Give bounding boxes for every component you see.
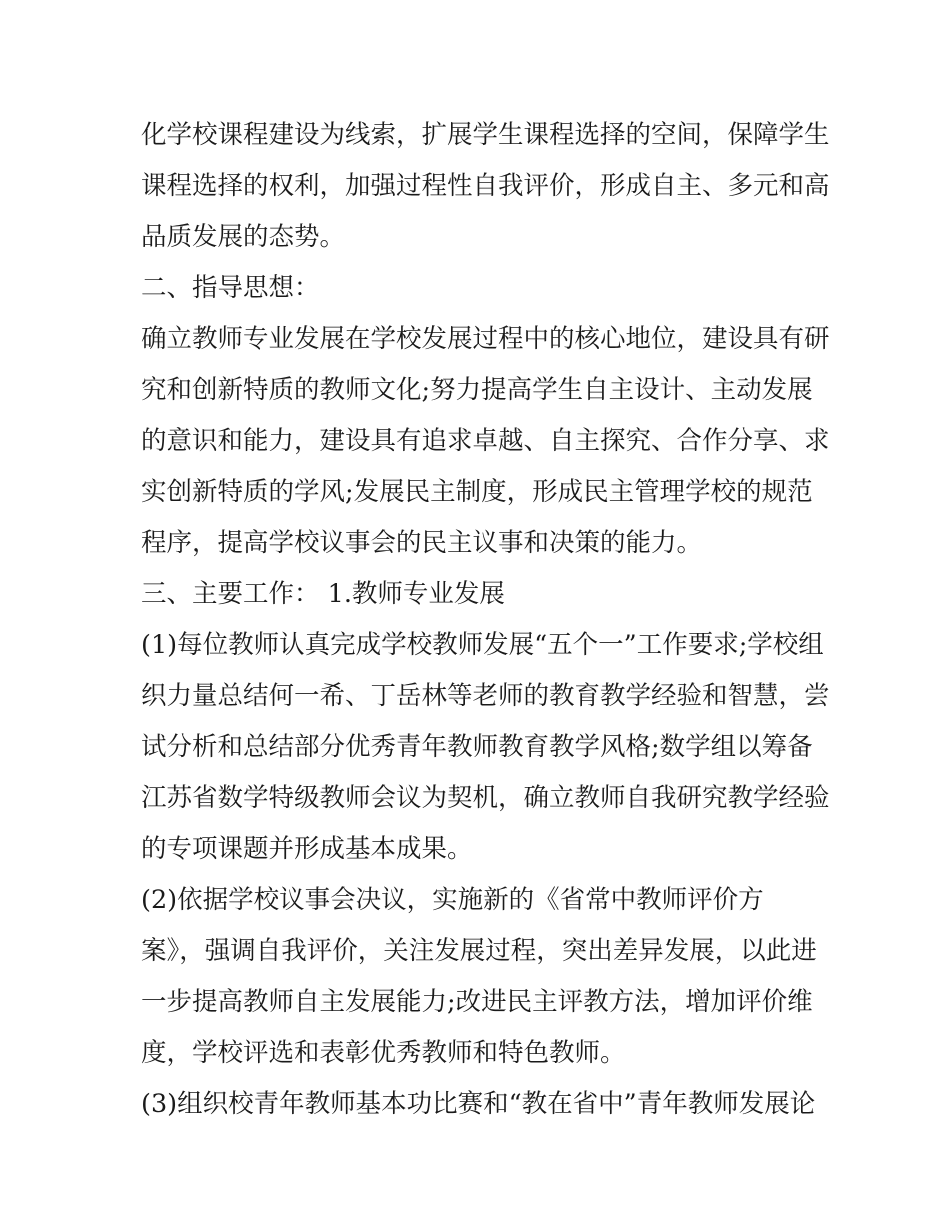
text-line: 江苏省数学特级教师会议为契机，确立教师自我研究教学经验: [141, 783, 830, 813]
text-line: 确立教师专业发展在学校发展过程中的核心地位，建设具有研: [141, 324, 830, 354]
document-body: [141, 110, 830, 1130]
section-heading: 三、主要工作： 1.教师专业发展: [141, 579, 505, 609]
text-line: 实创新特质的学风;发展民主制度，形成民主管理学校的规范: [141, 477, 813, 507]
text-line: 课程选择的权利，加强过程性自我评价，形成自主、多元和高: [141, 171, 830, 201]
text-line: 一步提高教师自主发展能力;改进民主评教方法，增加评价维: [141, 987, 813, 1017]
text-line: 的专项课题并形成基本成果。: [141, 834, 473, 864]
text-line: 化学校课程建设为线索，扩展学生课程选择的空间，保障学生: [141, 120, 830, 150]
text-line: (3)组织校青年教师基本功比赛和“教在省中”青年教师发展论: [141, 1089, 816, 1119]
text-line: 程序，提高学校议事会的民主议事和决策的能力。: [141, 528, 703, 558]
text-line: 度，学校评选和表彰优秀教师和特色教师。: [141, 1038, 626, 1068]
text-line: 品质发展的态势。: [141, 222, 346, 252]
text-line: 试分析和总结部分优秀青年教师教育教学风格;数学组以筹备: [141, 732, 813, 762]
section-heading: 二、指导思想：: [141, 273, 320, 303]
text-line: 织力量总结何一希、丁岳林等老师的教育教学经验和智慧，尝: [141, 681, 830, 711]
text-line: 究和创新特质的教师文化;努力提高学生自主设计、主动发展: [141, 375, 813, 405]
text-line: 的意识和能力，建设具有追求卓越、自主探究、合作分享、求: [141, 426, 830, 456]
text-line: (2)依据学校议事会决议，实施新的《省常中教师评价方: [141, 885, 764, 915]
text-line: 案》，强调自我评价，关注发展过程，突出差异发展，以此进: [141, 936, 817, 966]
text-line: (1)每位教师认真完成学校教师发展“五个一”工作要求;学校组: [141, 630, 824, 660]
